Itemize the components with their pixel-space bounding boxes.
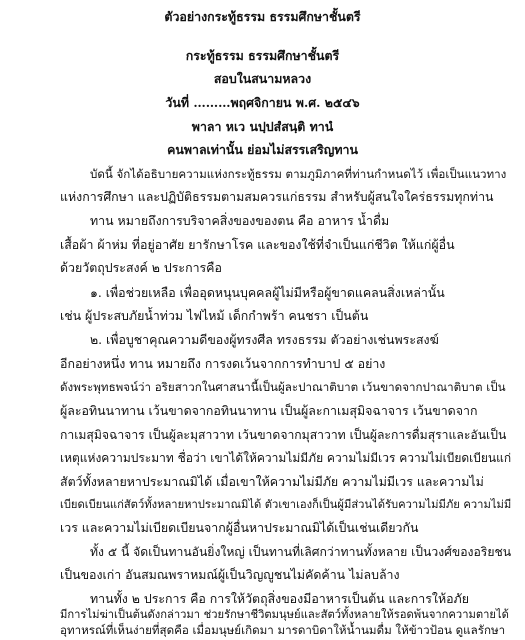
body-line-19: ทานทั้ง ๒ ประการ คือ การให้วัตถุสิ่งของมีอาหารเป็นต้น และการให้อภัย xyxy=(90,591,469,606)
body-line-12: กาเมสุมิจฉาจาร เป็นผู้ละมุสาวาท เว้นขาดจากมุสาวาท เป็นผู้ละการดื่มสุราและอันเป็น xyxy=(60,428,507,442)
body-line-10: ดังพระพุทธพจน์ว่า อริยสาวกในศาสนานี้เป็นผู้ละปาณาติบาต เว้นขาดจากปาณาติบาต เป็น xyxy=(60,380,506,394)
thai-verse: คนพาลเท่านั้น ย่อมไม่สรรเสริญทาน xyxy=(167,142,358,157)
body-line-7: เช่น ผู้ประสบภัยน้ำท่วม ไฟไหม้ เด็กกำพร้า คนชรา เป็นต้น xyxy=(60,308,369,323)
body-line-1: บัดนี้ จักได้อธิบายความแห่งกระทู้ธรรม ตามภูมิภาคที่ท่านกำหนดไว้ เพื่อเป็นแนวทาง xyxy=(90,167,507,181)
body-line-9: อีกอย่างหนึ่ง ทาน หมายถึง การงดเว้นจากการทำบาป ๕ อย่าง xyxy=(60,356,386,371)
body-line-5: ด้วยวัตถุประสงค์ ๒ ประการคือ xyxy=(60,260,222,275)
body-line-16: เวร และความไม่เบียดเบียนจากผู้อื่นหาประมาณมิได้เป็นเช่นเดียวกัน xyxy=(60,520,419,535)
body-line-11: ผู้ละอทินนาทาน เว้นขาดจากอทินนาทาน เป็นผู้ละกาเมสุมิจฉาจาร เว้นขาดจาก xyxy=(60,403,478,418)
body-line-17: ทั้ง ๕ นี้ จัดเป็นทานอันยิ่งใหญ่ เป็นทานที่เลิศกว่าทานทั้งหลาย เป็นวงศ์ของอริยชน xyxy=(90,545,512,559)
body-line-14: สัตว์ทั้งหลายหาประมาณมิได้ เมื่อเขาให้ความไม่มีภัย ความไม่มีเวร และความไม่ xyxy=(60,474,484,489)
page-title: ตัวอย่างกระทู้ธรรม ธรรมศึกษาชั้นตรี xyxy=(164,9,361,24)
pali-verse: พาลา หเว นปฺปสํสนฺติ ทานํ xyxy=(191,119,334,134)
body-line-6: ๑. เพื่อช่วยเหลือ เพื่ออุดหนุนบุคคลผู้ไม่มีหรือผู้ขาดแคลนสิ่งเหล่านั้น xyxy=(90,285,445,300)
body-line-18: เป็นของเก่า อันสมณพราหมณ์ผู้เป็นวิญญูชนไม่คัดค้าน ไม่ลบล้าง xyxy=(60,567,400,582)
body-line-8: ๒. เพื่อบูชาคุณความดีของผู้ทรงศีล ทรงธรรม ตัวอย่างเช่นพระสงฆ์ xyxy=(90,332,439,347)
body-line-13: เหตุแห่งความประมาท ชื่อว่า เขาได้ให้ความไม่มีภัย ความไม่มีเวร ความไม่เบียดเบียนแก่ xyxy=(60,451,512,465)
body-line-2: แห่งการศึกษา และปฏิบัติธรรมตามสมควรแก่ธรรม สำหรับผู้สนใจใคร่ธรรมทุกท่าน xyxy=(60,189,494,204)
body-line-15: เบียดเบียนแก่สัตว์ทั้งหลายหาประมาณมิได้ ตัวเขาเองก็เป็นผู้มีส่วนได้รับความไม่มีภัย ความไม่มี xyxy=(60,498,512,511)
exam-heading: กระทู้ธรรม ธรรมศึกษาชั้นตรี xyxy=(185,48,340,63)
body-line-3: ทาน หมายถึงการบริจาคสิ่งของของตน คือ อาหาร น้ำดื่ม xyxy=(90,213,390,228)
exam-date: วันที่ ………พฤศจิกายน พ.ศ. ๒๕๔๖ xyxy=(165,95,360,110)
body-line-4: เสื้อผ้า ผ้าห่ม ที่อยู่อาศัย ยารักษาโรค และของใช้ที่จำเป็นแก่ชีวิต ให้แก่ผู้อื่น xyxy=(60,237,455,252)
body-line-21: อุทาหรณ์ที่เห็นง่ายที่สุดคือ เมื่อมนุษย์เกิดมา มารดาบิดาให้น้ำนมดื่ม ให้ข้าวป้อน ดูแลรักษา xyxy=(60,623,506,637)
body-line-20: มีการไม่ฆ่าเป็นต้นดังกล่าวมา ช่วยรักษาชีวิตมนุษย์และสัตว์ทั้งหลายให้รอดพ้นจากความตายได้ xyxy=(60,608,509,621)
exam-venue: สอบในสนามหลวง xyxy=(213,71,312,86)
